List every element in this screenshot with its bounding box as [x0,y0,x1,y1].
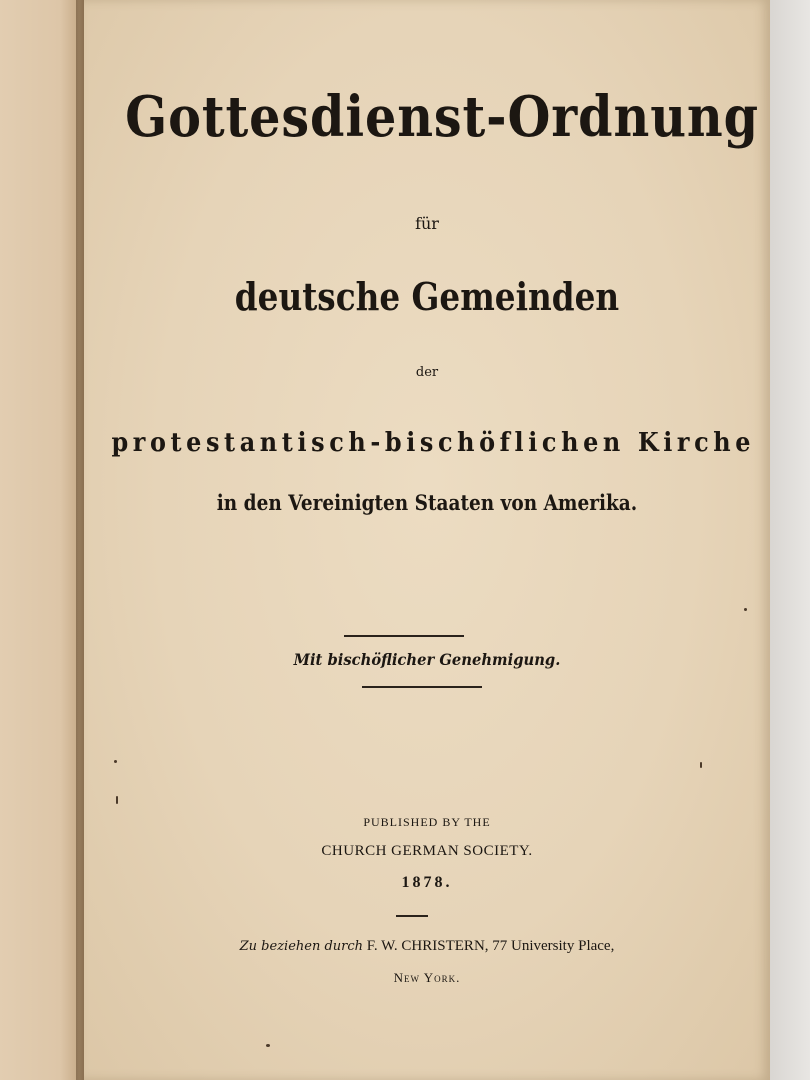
distribution-prefix: Zu beziehen durch [239,939,364,954]
paper-speck [700,762,702,768]
paper-speck [116,796,118,804]
main-title: Gottesdienst-Ordnung [125,84,759,150]
published-by: PUBLISHED BY THE [363,815,491,829]
paper-speck [114,760,117,763]
church-name: protestantisch-bischöflichen Kirche [111,428,756,458]
divider-rule-top [344,635,464,637]
left-facing-page [0,0,86,1080]
subtitle: deutsche Gemeinden [234,274,620,319]
location-line: in den Vereinigten Staaten von Amerika. [216,490,638,515]
for-word: für [415,214,439,233]
background-surface [770,0,810,1080]
approval-line: Mit bischöflicher Genehmigung. [293,650,561,669]
title-page [84,0,770,1080]
city-line: New York. [393,970,461,985]
paper-speck [266,1044,270,1047]
divider-rule-short [396,915,428,917]
publisher-name: CHURCH GERMAN SOCIETY. [321,843,533,859]
divider-rule-bottom [362,686,482,688]
of-word: der [415,365,439,380]
publication-year: 1878. [401,874,453,891]
paper-speck [744,608,747,611]
distribution-text: F. W. CHRISTERN, 77 University Place, [366,938,615,954]
distribution-line [84,938,770,955]
